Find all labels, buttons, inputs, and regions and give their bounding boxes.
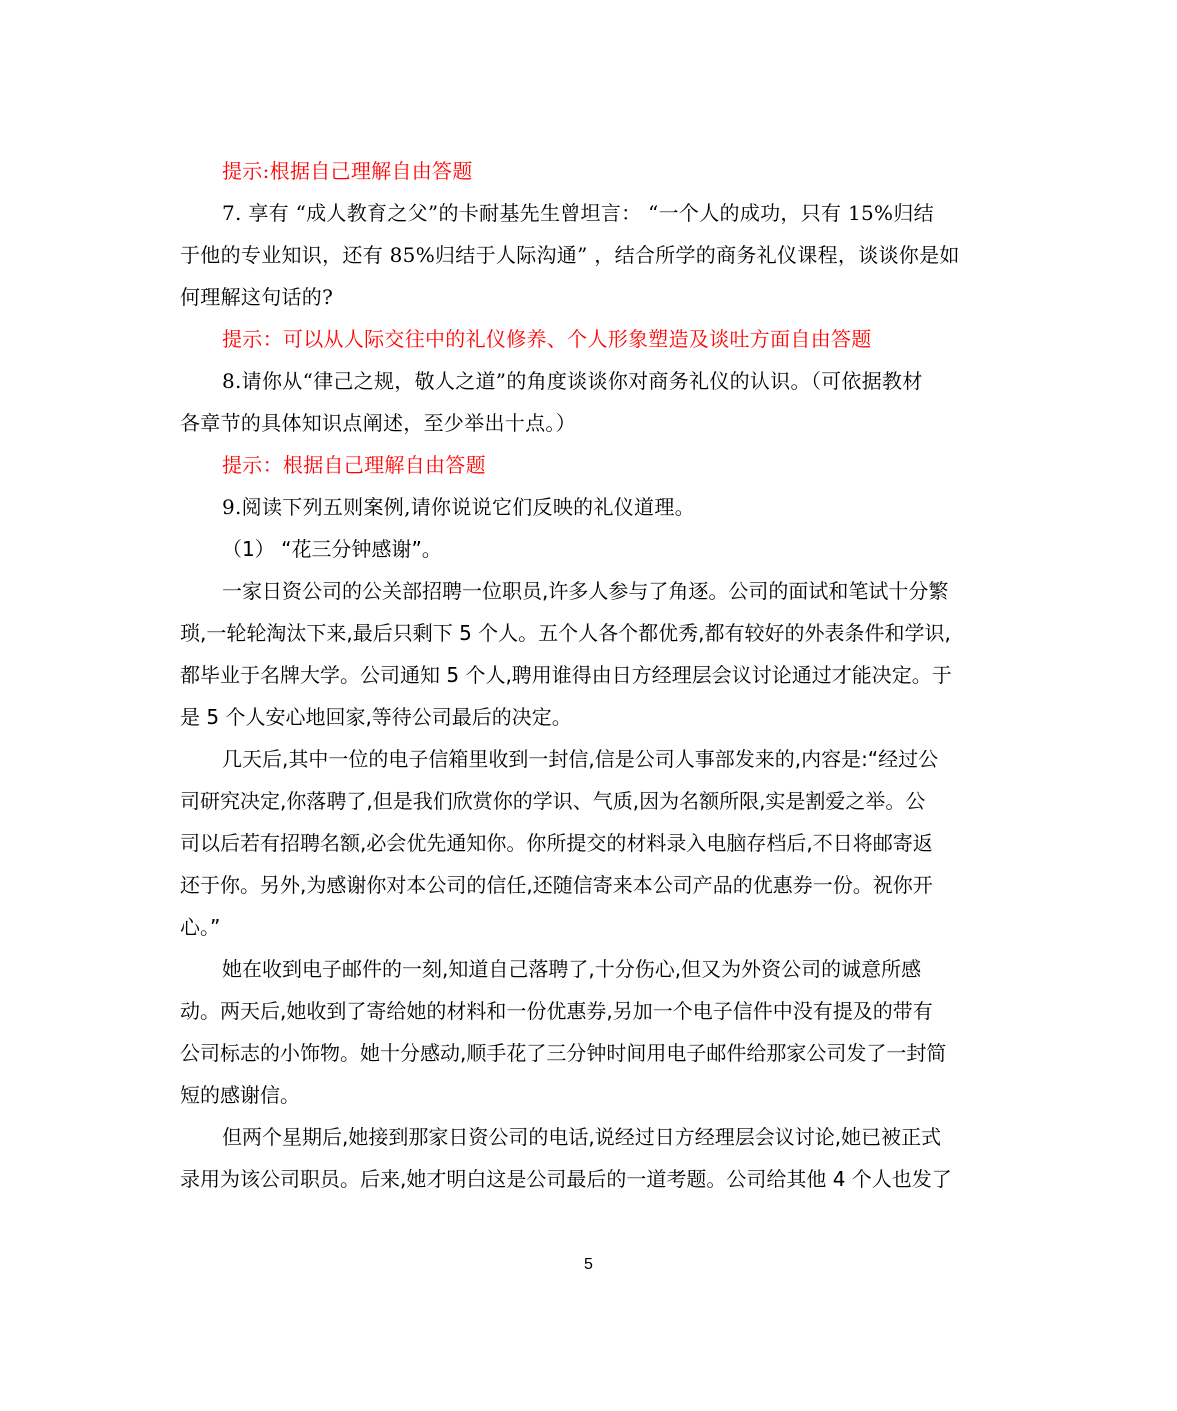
case-paragraph-line: 一家日资公司的公关部招聘一位职员,许多人参与了角逐。公司的面试和笔试十分繁 [222, 579, 949, 603]
case-paragraph-line: 都毕业于名牌大学。公司通知 5 个人,聘用谁得由日方经理层会议讨论通过才能决定。于 [180, 663, 952, 687]
case-paragraph-line: 司以后若有招聘名额,必会优先通知你。你所提交的材料录入电脑存档后,不日将邮寄返 [180, 831, 933, 855]
case-paragraph-line: 录用为该公司职员。后来,她才明白这是公司最后的一道考题。公司给其他 4 个人也发了 [180, 1167, 952, 1191]
case-paragraph-line: 还于你。另外,为感谢你对本公司的信任,还随信寄来本公司产品的优惠券一份。祝你开 [180, 873, 933, 897]
question-9-line: 9.阅读下列五则案例,请你说说它们反映的礼仪道理。 [222, 495, 695, 519]
case-paragraph-line: 司研究决定,你落聘了,但是我们欣赏你的学识、气质,因为名额所限,实是割爱之举。公 [180, 789, 926, 813]
case-1-title: （1） “花三分钟感谢”。 [222, 537, 442, 561]
case-paragraph-line: 短的感谢信。 [180, 1083, 300, 1107]
case-paragraph-line: 公司标志的小饰物。她十分感动,顺手花了三分钟时间用电子邮件给那家公司发了一封简 [180, 1041, 947, 1065]
question-7-line-3: 何理解这句话的? [180, 285, 334, 309]
case-paragraph-line: 但两个星期后,她接到那家日资公司的电话,说经过日方经理层会议讨论,她已被正式 [222, 1125, 942, 1149]
hint-line: 提示:根据自己理解自由答题 [222, 159, 473, 183]
question-8-line-2: 各章节的具体知识点阐述，至少举出十点。） [180, 411, 576, 435]
hint-line: 提示：可以从人际交往中的礼仪修养、个人形象塑造及谈吐方面自由答题 [222, 327, 872, 351]
case-paragraph-line: 几天后,其中一位的电子信箱里收到一封信,信是公司人事部发来的,内容是:“经过公 [222, 747, 939, 771]
question-7-line-2: 于他的专业知识，还有 85%归结于人际沟通” ，结合所学的商务礼仪课程，谈谈你是如 [180, 243, 960, 267]
hint-line: 提示：根据自己理解自由答题 [222, 453, 486, 477]
case-paragraph-line: 动。两天后,她收到了寄给她的材料和一份优惠券,另加一个电子信件中没有提及的带有 [180, 999, 933, 1023]
case-paragraph-line: 琐,一轮轮淘汰下来,最后只剩下 5 个人。五个人各个都优秀,都有较好的外表条件和学识, [180, 621, 951, 645]
case-paragraph-line: 心。” [180, 915, 221, 939]
case-paragraph-line: 是 5 个人安心地回家,等待公司最后的决定。 [180, 705, 572, 729]
question-7-line-1: 7. 享有 “成人教育之父”的卡耐基先生曾坦言： “一个人的成功，只有 15%归结 [222, 201, 934, 225]
question-8-line-1: 8.请你从“律己之规，敬人之道”的角度谈谈你对商务礼仪的认识。（可依据教材 [222, 369, 923, 393]
case-paragraph-line: 她在收到电子邮件的一刻,知道自己落聘了,十分伤心,但又为外资公司的诚意所感 [222, 957, 922, 981]
document-body [180, 150, 1000, 1200]
page-number: 5 [584, 1256, 593, 1273]
